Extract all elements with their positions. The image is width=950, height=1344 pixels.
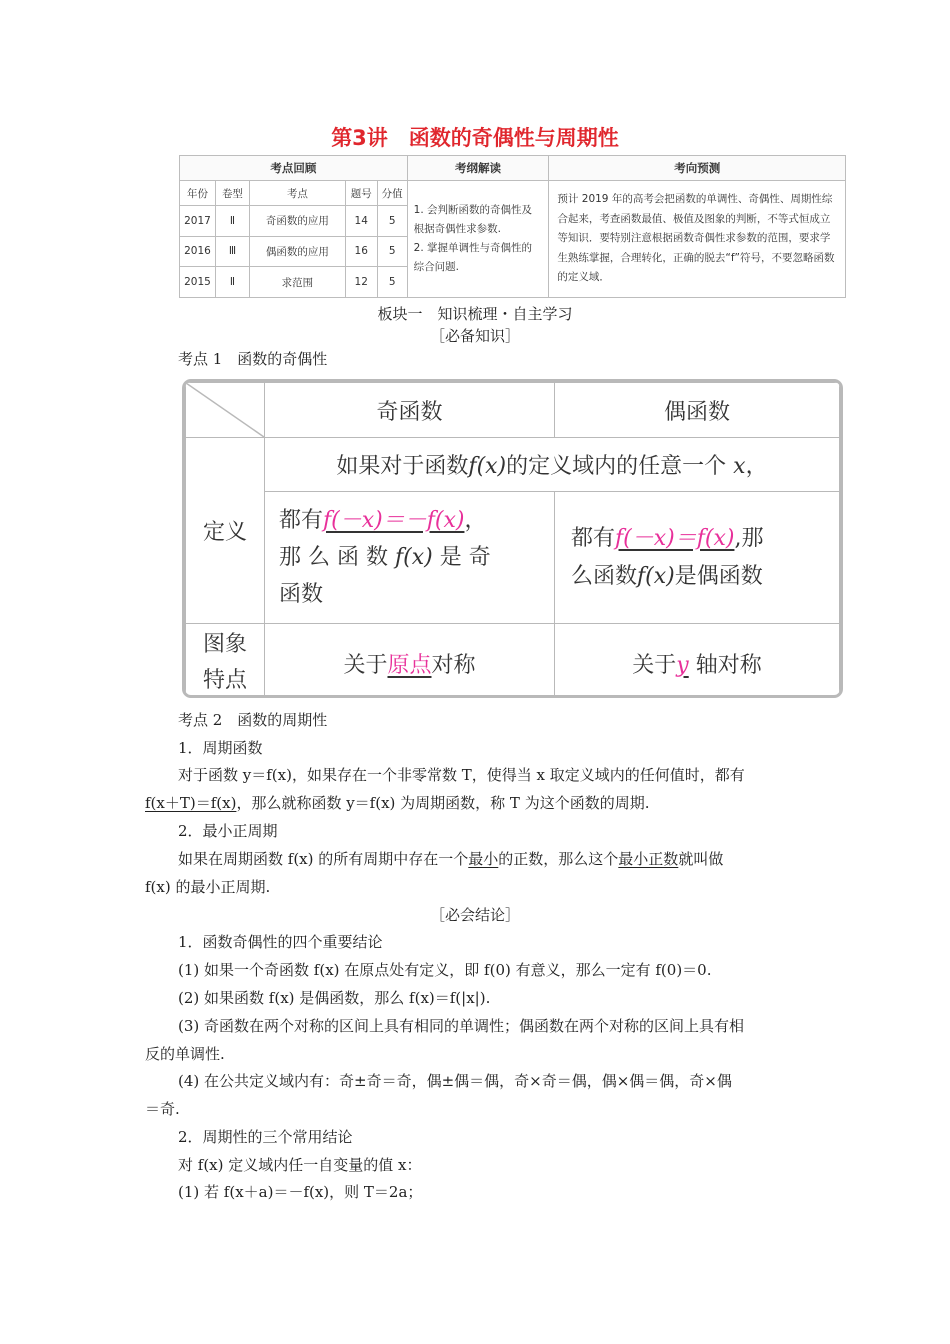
cell-volume: Ⅱ	[215, 206, 249, 237]
periodic-text-2: f(x＋T)＝f(x)，那么就称函数 y＝f(x) 为周期函数，称 T 为这个函数的周期.	[145, 794, 650, 812]
col-year: 年份	[180, 181, 216, 206]
image-label: 图象 特点	[186, 624, 265, 699]
conclusion-1-2: (2) 如果函数 f(x) 是偶函数，那么 f(x)＝f(|x|).	[178, 989, 491, 1007]
def-common: 如果对于函数f(x)的定义域内的任意一个 x，	[265, 438, 840, 492]
conclusion-1-3b: 反的单调性.	[145, 1045, 225, 1063]
min-period-heading: 2．最小正周期	[178, 822, 278, 840]
min-period-text-1: 如果在周期函数 f(x) 的所有周期中存在一个最小的正数，那么这个最小正数就叫做	[178, 850, 724, 868]
def-label: 定义	[186, 438, 265, 624]
cell-number: 16	[345, 236, 377, 267]
conclusion-1-1: (1) 如果一个奇函数 f(x) 在原点处有定义，即 f(0) 有意义，那么一定有 f(0)＝0.	[178, 961, 712, 979]
cell-year: 2015	[180, 267, 216, 298]
cell-volume: Ⅲ	[215, 236, 249, 267]
section-heading: 板块一 知识梳理・自主学习	[377, 305, 573, 323]
page-title: 第3讲 函数的奇偶性与周期性	[331, 126, 619, 150]
conclusion-heading-1: 1．函数奇偶性的四个重要结论	[178, 933, 383, 951]
kp2-heading: 考点 2 函数的周期性	[178, 711, 328, 729]
odd-symmetry: 关于原点对称	[265, 624, 555, 699]
kp1-heading: 考点 1 函数的奇偶性	[178, 350, 328, 368]
diagonal-cell	[186, 383, 265, 438]
cell-number: 14	[345, 206, 377, 237]
header-outline: 考纲解读	[407, 156, 549, 181]
cell-topic: 求范围	[249, 267, 345, 298]
parity-table	[182, 379, 843, 698]
cell-score: 5	[377, 236, 407, 267]
col-volume: 卷型	[215, 181, 249, 206]
conclusion-1-4b: ＝奇.	[145, 1100, 180, 1118]
header-forecast: 考向预测	[549, 156, 846, 181]
header-odd: 奇函数	[265, 383, 555, 438]
periodic-heading: 1．周期函数	[178, 739, 263, 757]
bracket-heading: ［必备知识］	[429, 327, 520, 345]
cell-topic: 偶函数的应用	[249, 236, 345, 267]
col-score: 分值	[377, 181, 407, 206]
cell-year: 2016	[180, 236, 216, 267]
conclusion-heading-2: 2．周期性的三个常用结论	[178, 1128, 353, 1146]
def-odd: 都有f(－x)＝－f(x)， 那 么 函 数 f(x) 是 奇 函数	[265, 492, 555, 624]
col-topic: 考点	[249, 181, 345, 206]
conclusion-2-intro: 对 f(x) 定义域内任一自变量的值 x：	[178, 1156, 422, 1174]
conclusion-1-3a: (3) 奇函数在两个对称的区间上具有相同的单调性；偶函数在两个对称的区间上具有相	[178, 1017, 745, 1035]
even-symmetry: 关于y 轴对称	[555, 624, 840, 699]
outline-item: 1. 会判断函数的奇偶性及根据奇偶性求参数.	[413, 204, 533, 235]
min-period-text-2: f(x) 的最小正周期.	[145, 878, 271, 896]
cell-topic: 奇函数的应用	[249, 206, 345, 237]
header-review: 考点回顾	[180, 156, 408, 181]
outline-cell	[407, 181, 549, 298]
cell-year: 2017	[180, 206, 216, 237]
col-number: 题号	[345, 181, 377, 206]
cell-volume: Ⅱ	[215, 267, 249, 298]
overview-table	[179, 155, 846, 298]
conclusion-1-4a: (4) 在公共定义域内有：奇±奇＝奇，偶±偶＝偶，奇×奇＝偶，偶×偶＝偶，奇×偶	[178, 1072, 732, 1090]
def-even: 都有f(－x)＝f(x),那 么函数f(x)是偶函数	[555, 492, 840, 624]
periodic-text-1: 对于函数 y＝f(x)，如果存在一个非零常数 T，使得当 x 取定义域内的任何值时，都有	[178, 766, 745, 784]
cell-score: 5	[377, 267, 407, 298]
cell-score: 5	[377, 206, 407, 237]
bracket-heading-2: ［必会结论］	[429, 906, 520, 924]
forecast-cell: 预计 2019 年的高考会把函数的单调性、奇偶性、周期性综合起来，考查函数最值、极值及图象的判断，不等式恒成立等知识．要特别注意根据函数奇偶性求参数的范围，要求学生熟练掌握，合理转化，正确的脱去“f”符号，不要忽略函数的定义域．	[549, 181, 846, 298]
conclusion-2-1: (1) 若 f(x＋a)＝－f(x)，则 T＝2a；	[178, 1183, 423, 1201]
cell-number: 12	[345, 267, 377, 298]
header-even: 偶函数	[555, 383, 840, 438]
outline-item: 2. 掌握单调性与奇偶性的综合问题.	[413, 242, 533, 273]
